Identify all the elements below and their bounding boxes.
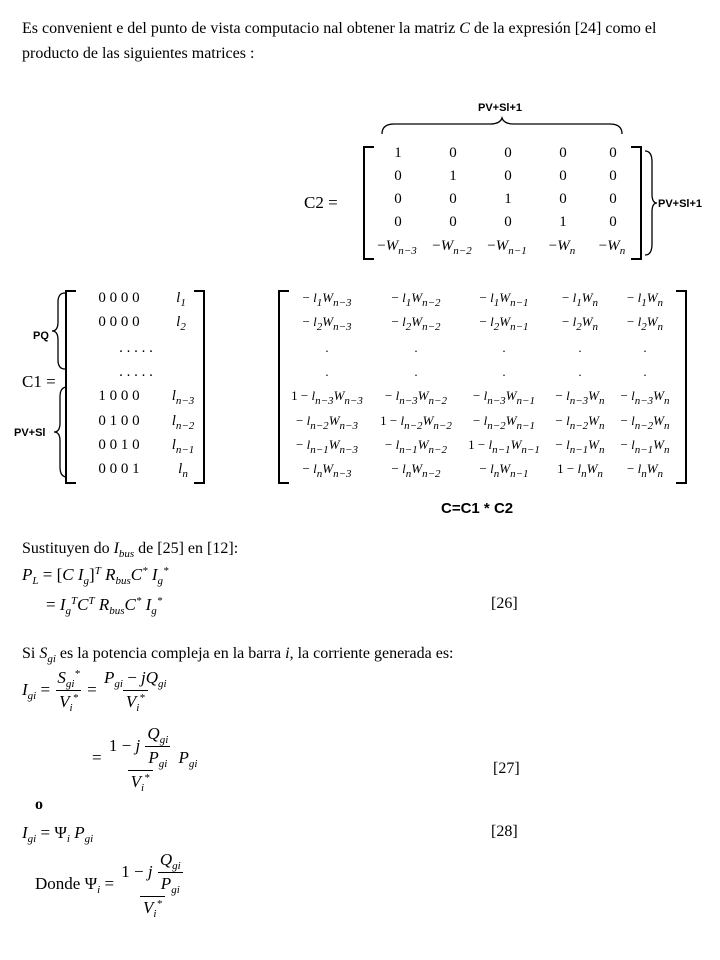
c-cell: − $l_2W_{n-3}$	[302, 314, 352, 333]
c1-name: C1 =	[22, 372, 56, 391]
c2-cell: 0	[504, 145, 512, 161]
c-cell: $1 - l_{n-2}W_{n-2}$	[380, 413, 452, 432]
c-cell: − $l_{n-3}W_{n-1}$	[473, 388, 535, 407]
c2-cell: 0	[394, 191, 402, 207]
eq-donde-psi: Donde $\Psi_i$ = 1 − j $\frac{Q_{gi}}{P_{gi}}$ $V_i^*$	[35, 850, 187, 920]
c-cell: .	[578, 364, 582, 379]
c-cell: − $l_2W_{n-2}$	[391, 314, 441, 333]
c-cell: − $l_1W_n$	[626, 290, 664, 309]
c-cell: .	[414, 364, 418, 379]
c1-row: . . . . .	[119, 340, 153, 356]
c-cell: − $l_2W_{n-1}$	[479, 314, 529, 333]
c-right-bracket	[674, 290, 688, 484]
eq-igi-psi: $I_{gi} = \Psi_i$ $P_{gi}$	[22, 823, 94, 845]
c-cell: − $l_{n-2}W_{n-3}$	[296, 413, 358, 432]
c-cell: − $l_nW_{n-2}$	[391, 461, 441, 480]
c1-pvsl-label: PV+Sl	[14, 427, 46, 439]
c2-side-label: PV+Sl+1	[658, 198, 703, 210]
c2-cell: 0	[504, 168, 512, 184]
c2-cell: 0	[609, 191, 617, 207]
c-cell: − $l_{n-1}W_{n-2}$	[385, 437, 447, 456]
eq-number-28: [28]	[491, 823, 518, 840]
c-cell: − $l_2W_n$	[561, 314, 599, 333]
c1-row: 0 1 0 0	[98, 413, 140, 429]
c-cell: .	[502, 340, 506, 355]
si-sentence: Si $S_{gi}$ es la potencia compleja en la barra i, la corriente generada es:	[22, 645, 454, 665]
c2-cell: 1	[394, 145, 402, 161]
c2-cell: $-W_n$	[598, 238, 626, 257]
c1-row: 0 0 1 0	[98, 437, 140, 453]
c-cell: − $l_{n-3}W_n$	[555, 388, 605, 407]
c2-cell: 1	[559, 214, 567, 230]
eq-igi-line2: = 1 − j $\frac{Q_{gi}}{P_{gi}}$ $V_i^*$ $P_{gi}$	[92, 724, 198, 794]
c1-row: 1 0 0 0	[98, 388, 140, 404]
c2-cell: 0	[449, 214, 457, 230]
c1-row: 0 0 0 0	[98, 314, 140, 330]
c-cell: − $l_1W_{n-3}$	[302, 290, 352, 309]
c-cell: .	[643, 364, 647, 379]
eq-number-27: [27]	[493, 760, 520, 777]
c2-cell: 0	[609, 145, 617, 161]
c1-cell: $l_{n-3}$	[171, 388, 195, 407]
product-caption: C=C1 * C2	[441, 500, 514, 517]
c1-cell: $l_1$	[176, 290, 186, 309]
c1-cell: $l_{n-1}$	[171, 437, 195, 456]
c-cell: .	[325, 340, 329, 355]
o-word: o	[35, 796, 43, 813]
c2-cell: 0	[559, 168, 567, 184]
c2-cell: 0	[559, 191, 567, 207]
c-cell: − $l_{n-1}W_n$	[620, 437, 670, 456]
c-cell: $1 - l_nW_n$	[557, 461, 603, 480]
c2-cell: 0	[559, 145, 567, 161]
c1-cell: $l_2$	[176, 314, 186, 333]
c-cell: − $l_1W_n$	[561, 290, 599, 309]
c2-cell: $-W_{n-2}$	[432, 238, 472, 257]
eq-number-26: [26]	[491, 595, 518, 612]
intro-line-2: producto de las siguientes matrices :	[22, 45, 255, 62]
c2-cell: 0	[449, 145, 457, 161]
c-cell: − $l_1W_{n-1}$	[479, 290, 529, 309]
c2-cell: 0	[504, 214, 512, 230]
c2-cell: 0	[449, 191, 457, 207]
c-cell: − $l_1W_{n-2}$	[391, 290, 441, 309]
c-cell: .	[325, 364, 329, 379]
c2-cell: 0	[609, 214, 617, 230]
c-cell: .	[643, 340, 647, 355]
c2-cell: $-W_n$	[548, 238, 576, 257]
c2-top-label: PV+Sl+1	[478, 102, 523, 114]
eq-igi-line1: $I_{gi}$ = $\frac{S_{gi}^*}{V_i^*}$ = $\frac{P_{gi} - jQ_{gi}}{V_i^*}$	[22, 668, 167, 714]
c-cell: − $l_{n-1}W_{n-3}$	[296, 437, 358, 456]
c-cell: − $l_2W_n$	[626, 314, 664, 333]
c1-cell: $l_{n-2}$	[171, 413, 195, 432]
c2-cell: 0	[394, 168, 402, 184]
c2-top-brace	[380, 116, 625, 138]
eq-pl-line1: $P_L = [C$ $I_g]^T$ $R_{bus}C^*$ $I_g^*$	[22, 565, 169, 587]
c-cell: − $l_nW_{n-3}$	[302, 461, 352, 480]
c-cell: $1 - l_{n-3}W_{n-3}$	[291, 388, 363, 407]
c-cell: $1 - l_{n-1}W_{n-1}$	[468, 437, 540, 456]
c-cell: − $l_{n-2}W_{n-1}$	[473, 413, 535, 432]
c-cell: .	[414, 340, 418, 355]
c-cell: .	[502, 364, 506, 379]
c1-row: 0 0 0 1	[98, 461, 140, 477]
c-cell: − $l_{n-3}W_{n-2}$	[385, 388, 447, 407]
c2-side-brace	[644, 150, 658, 256]
c1-row: . . . . .	[119, 364, 153, 380]
sust-sentence: Sustituyen do $I_{bus}$ de [25] en [12]:	[22, 540, 239, 560]
c1-pq-label: PQ	[33, 330, 49, 342]
intro-line-1: Es convenient e del punto de vista computacio nal obtener la matriz C de la expresión [24] como el	[22, 20, 657, 37]
c-cell: − $l_{n-2}W_n$	[620, 413, 670, 432]
c-cell: − $l_{n-2}W_n$	[555, 413, 605, 432]
c1-cell: $l_n$	[178, 461, 188, 480]
c2-cell: $-W_{n-3}$	[377, 238, 417, 257]
eq-pl-line2: = $I_g^TC^T$ $R_{bus}C^*$ $I_g^*$	[46, 595, 163, 617]
c-cell: − $l_nW_n$	[626, 461, 664, 480]
c-cell: − $l_{n-1}W_n$	[555, 437, 605, 456]
c2-cell: $-W_{n-1}$	[487, 238, 527, 257]
c2-cell: 1	[504, 191, 512, 207]
c2-name: C2 =	[304, 193, 338, 212]
c2-cell: 0	[609, 168, 617, 184]
c-cell: − $l_nW_{n-1}$	[479, 461, 529, 480]
c2-cell: 0	[394, 214, 402, 230]
c-cell: .	[578, 340, 582, 355]
c-cell: − $l_{n-3}W_n$	[620, 388, 670, 407]
c2-cell: 1	[449, 168, 457, 184]
c1-row: 0 0 0 0	[98, 290, 140, 306]
